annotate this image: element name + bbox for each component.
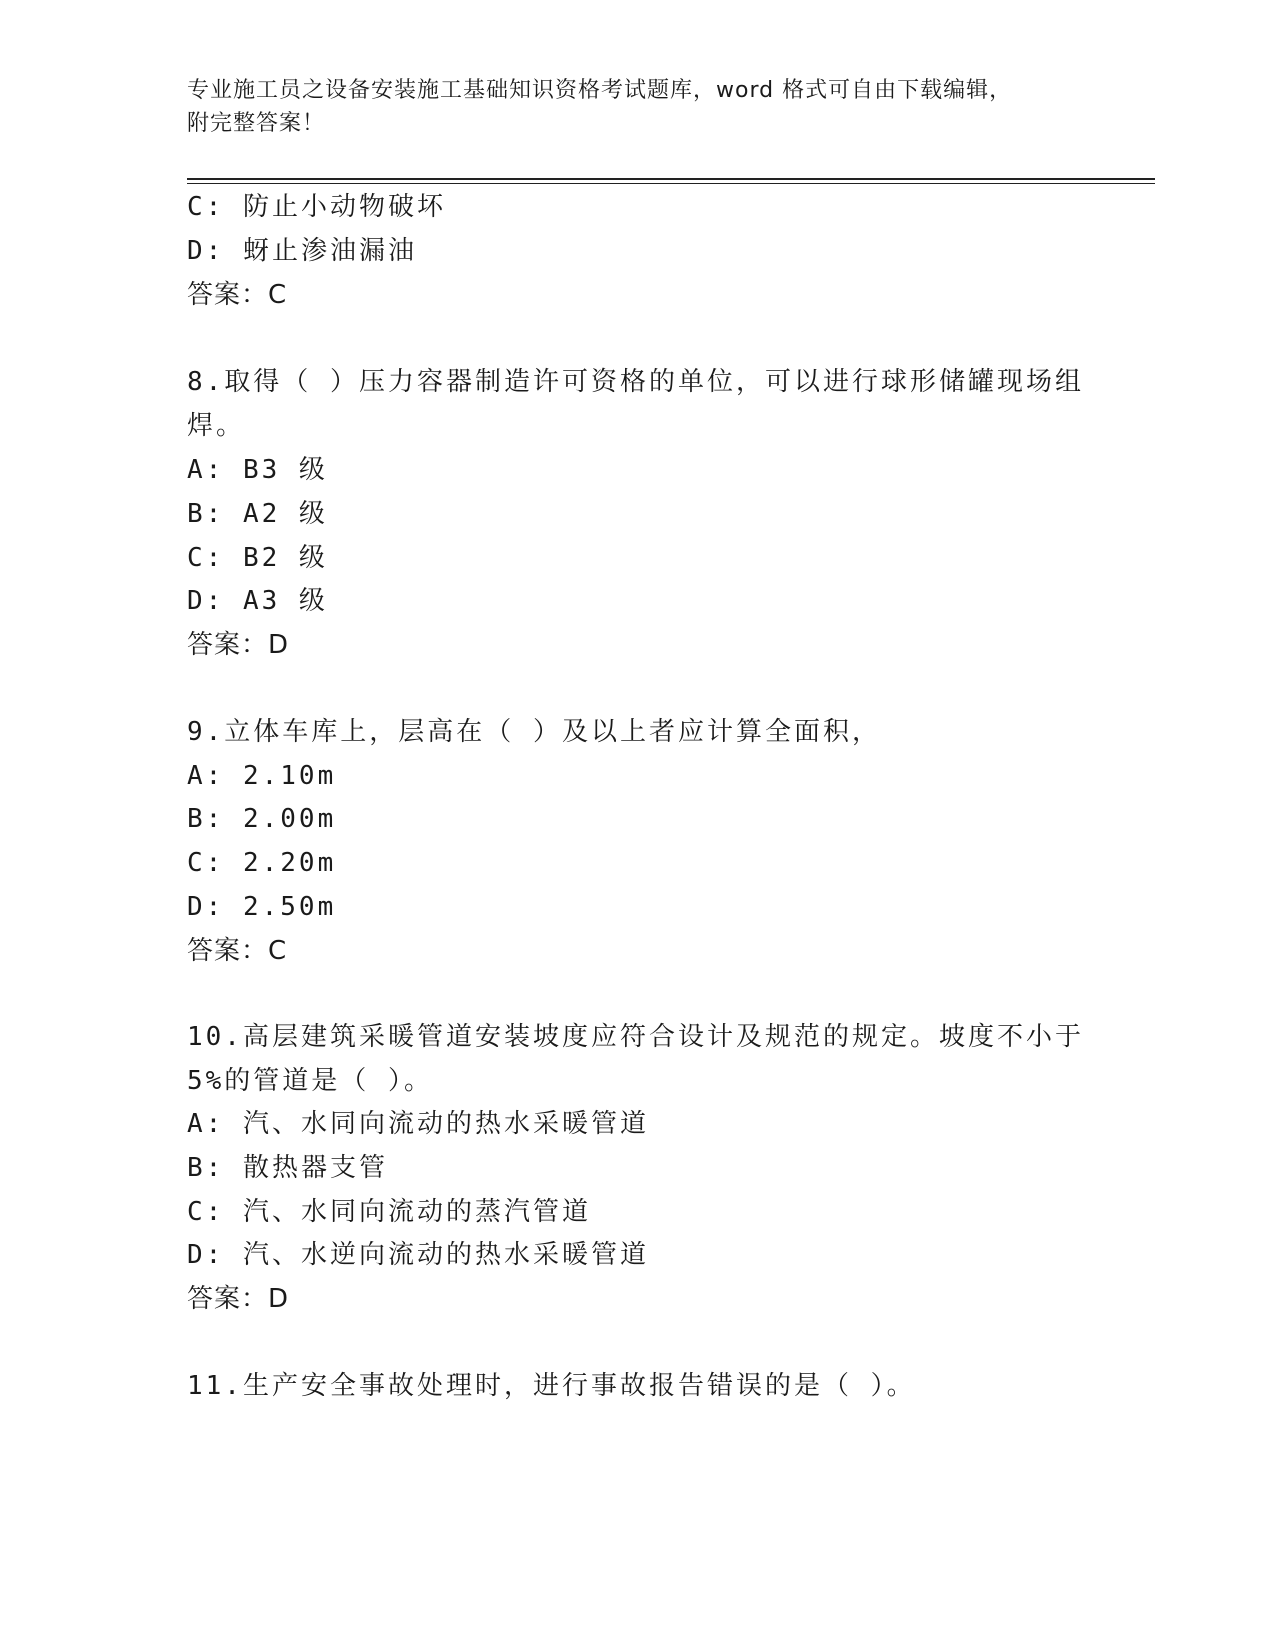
q10-answer: 答案：D: [187, 1284, 290, 1314]
q10-option-d: D: 汽、水逆向流动的热水采暖管道: [187, 1240, 649, 1270]
q8-answer: 答案：D: [187, 630, 290, 660]
q9-stem: 9.立体车库上，层高在（ ）及以上者应计算全面积，: [187, 717, 881, 747]
q9-option-c: C: 2.20m: [187, 848, 337, 878]
header-title-line-2: 附完整答案！: [187, 111, 326, 136]
header-title-line-1: 专业施工员之设备安装施工基础知识资格考试题库，word 格式可自由下载编辑，: [187, 78, 1013, 103]
q9-option-a: A: 2.10m: [187, 761, 337, 791]
q9-option-b: B: 2.00m: [187, 804, 337, 834]
q9-option-d: D: 2.50m: [187, 892, 337, 922]
q7-option-c: C: 防止小动物破坏: [187, 192, 446, 222]
q8-stem-line-1: 8.取得（ ）压力容器制造许可资格的单位，可以进行球形储罐现场组: [187, 367, 1084, 397]
q11-stem: 11.生产安全事故处理时，进行事故报告错误的是（ ）。: [187, 1371, 916, 1401]
q10-option-b: B: 散热器支管: [187, 1153, 388, 1183]
q7-answer: 答案：C: [187, 280, 288, 310]
q8-option-a: A: B3 级: [187, 455, 328, 485]
q10-stem-line-1: 10.高层建筑采暖管道安装坡度应符合设计及规范的规定。坡度不小于: [187, 1022, 1084, 1052]
q8-option-b: B: A2 级: [187, 499, 328, 529]
q8-option-d: D: A3 级: [187, 586, 328, 616]
q10-option-a: A: 汽、水同向流动的热水采暖管道: [187, 1109, 649, 1139]
header-divider-thin: [187, 183, 1155, 184]
q8-stem-line-2: 焊。: [187, 411, 246, 441]
q9-answer: 答案：C: [187, 936, 288, 966]
q8-option-c: C: B2 级: [187, 543, 328, 573]
q10-stem-line-2: 5%的管道是（ ）。: [187, 1066, 433, 1096]
document-header: [187, 74, 1087, 140]
q10-option-c: C: 汽、水同向流动的蒸汽管道: [187, 1197, 591, 1227]
q7-option-d: D: 蚜止渗油漏油: [187, 236, 417, 266]
header-divider-thick: [187, 178, 1155, 180]
